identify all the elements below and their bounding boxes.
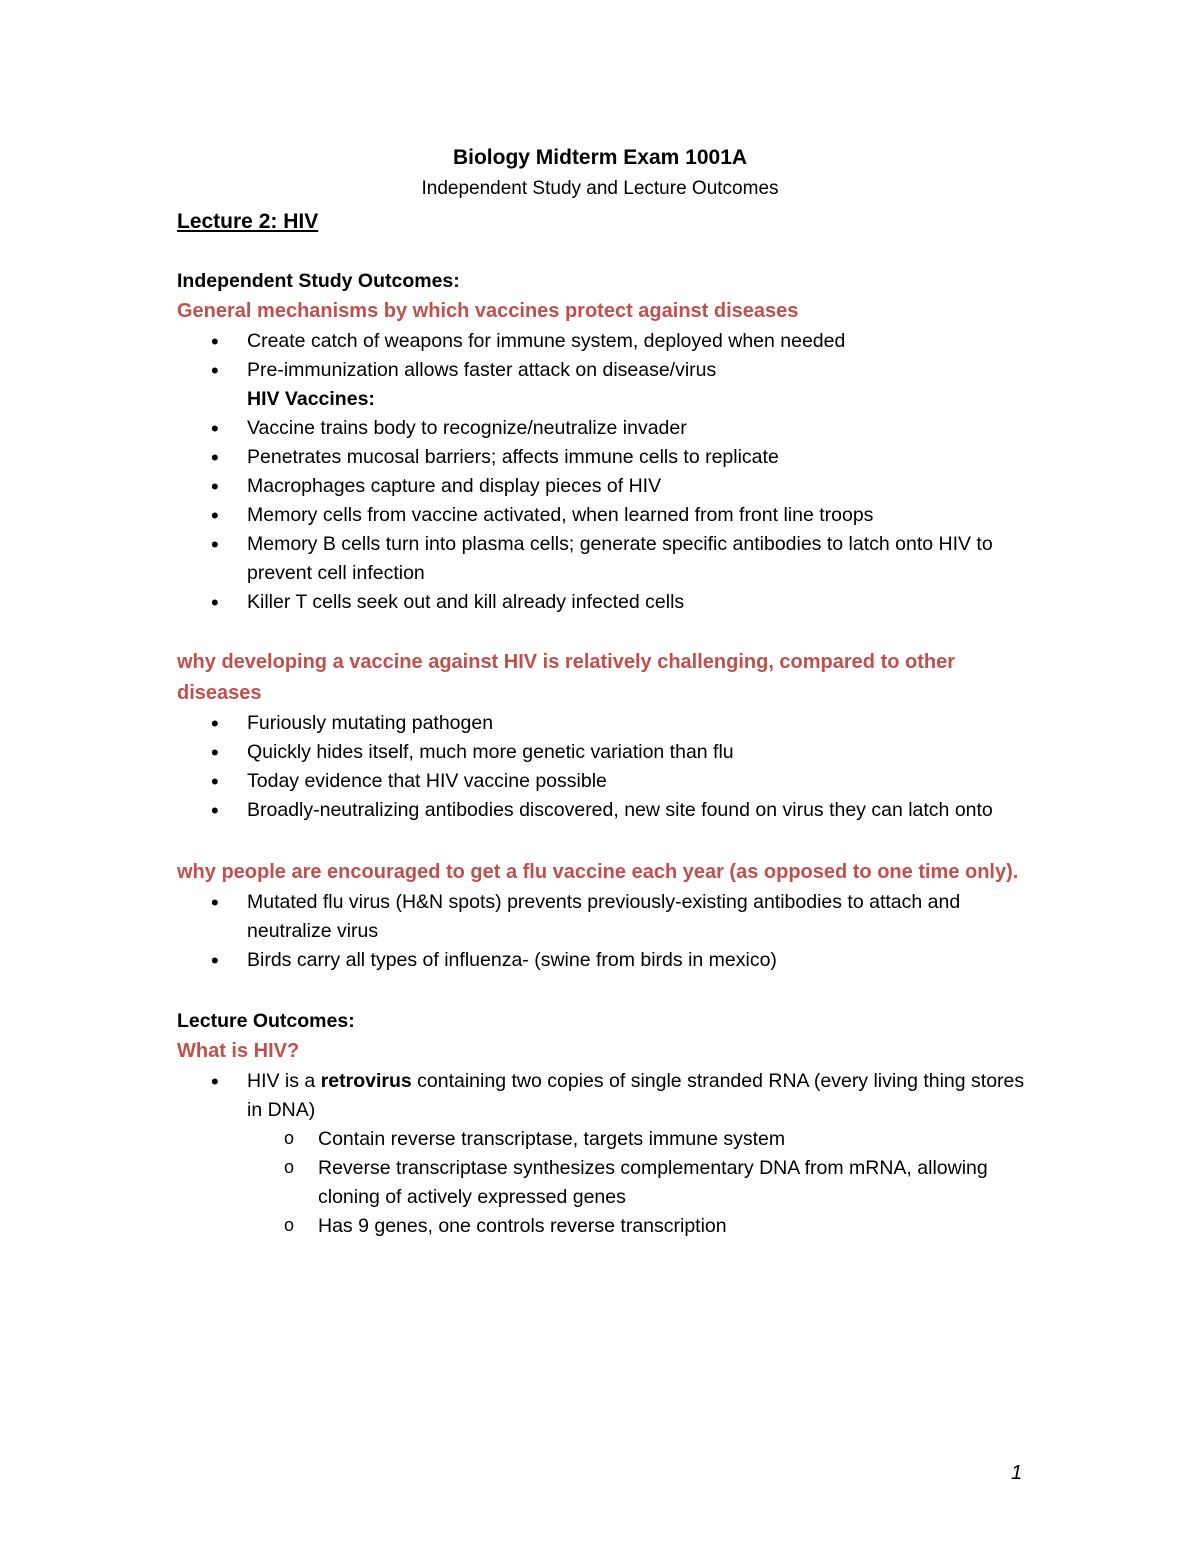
list-item: • Memory B cells turn into plasma cells; generate specific antibodies to latch onto HIV to prevent cell infection <box>177 530 1037 588</box>
lecture-outcomes-heading: Lecture Outcomes: <box>177 1010 355 1032</box>
sub-list-item: o Has 9 genes, one controls reverse transcription <box>177 1212 1037 1241</box>
list-item: • Macrophages capture and display pieces of HIV <box>177 472 1037 501</box>
lecture-heading: Lecture 2: HIV <box>177 210 319 233</box>
page-number: 1 <box>1011 1462 1023 1484</box>
item-text: containing two copies of single stranded RNA (every living thing stores in DNA) <box>247 1070 1025 1121</box>
sub-list-item: o Reverse transcriptase synthesizes complementary DNA from mRNA, allowing cloning of actively expressed genes <box>177 1154 1037 1212</box>
list-item: • Broadly-neutralizing antibodies discovered, new site found on virus they can latch onto <box>177 796 1037 825</box>
sub-list-item: o Contain reverse transcriptase, targets immune system <box>177 1125 1037 1154</box>
bullet-list <box>177 327 1037 385</box>
document-subtitle: Independent Study and Lecture Outcomes <box>421 178 779 199</box>
bullet-list <box>177 414 1037 617</box>
item-text: HIV is a <box>247 1070 321 1092</box>
document-body <box>177 267 1037 1241</box>
list-item <box>177 1067 1037 1125</box>
bullet-list <box>177 709 1037 825</box>
list-item: • Memory cells from vaccine activated, when learned from front line troops <box>177 501 1037 530</box>
list-item: • Mutated flu virus (H&N spots) prevents previously-existing antibodies to attach and neutralize virus <box>177 888 1037 946</box>
list-item: • Birds carry all types of influenza- (swine from birds in mexico) <box>177 946 1037 975</box>
list-item: • Quickly hides itself, much more genetic variation than flu <box>177 738 1037 767</box>
section-heading-vaccine-mechanisms: General mechanisms by which vaccines protect against diseases <box>177 300 799 322</box>
document-title: Biology Midterm Exam 1001A <box>452 146 748 169</box>
item-bold-term: retrovirus <box>320 1070 412 1092</box>
list-item: • Create catch of weapons for immune system, deployed when needed <box>177 327 1037 356</box>
spacer <box>177 975 1037 1007</box>
section-heading-hiv-challenges: why developing a vaccine against HIV is relatively challenging, compared to other diseases <box>177 651 956 704</box>
list-item: • Pre-immunization allows faster attack on disease/virus <box>177 356 1037 385</box>
section-heading-what-is-hiv: What is HIV? <box>177 1040 300 1062</box>
list-item: • Penetrates mucosal barriers; affects immune cells to replicate <box>177 443 1037 472</box>
section-heading-flu-vaccine: why people are encouraged to get a flu vaccine each year (as opposed to one time only). <box>177 861 1019 883</box>
list-item: • Killer T cells seek out and kill already infected cells <box>177 588 1037 617</box>
spacer <box>177 825 1037 857</box>
bullet-list <box>177 1067 1037 1241</box>
spacer <box>177 617 1037 647</box>
independent-study-heading: Independent Study Outcomes: <box>177 270 460 292</box>
list-item: • Furiously mutating pathogen <box>177 709 1037 738</box>
list-item: • Today evidence that HIV vaccine possible <box>177 767 1037 796</box>
bullet-list <box>177 888 1037 975</box>
hiv-vaccines-subheading: HIV Vaccines: <box>247 388 375 410</box>
list-item: • Vaccine trains body to recognize/neutralize invader <box>177 414 1037 443</box>
